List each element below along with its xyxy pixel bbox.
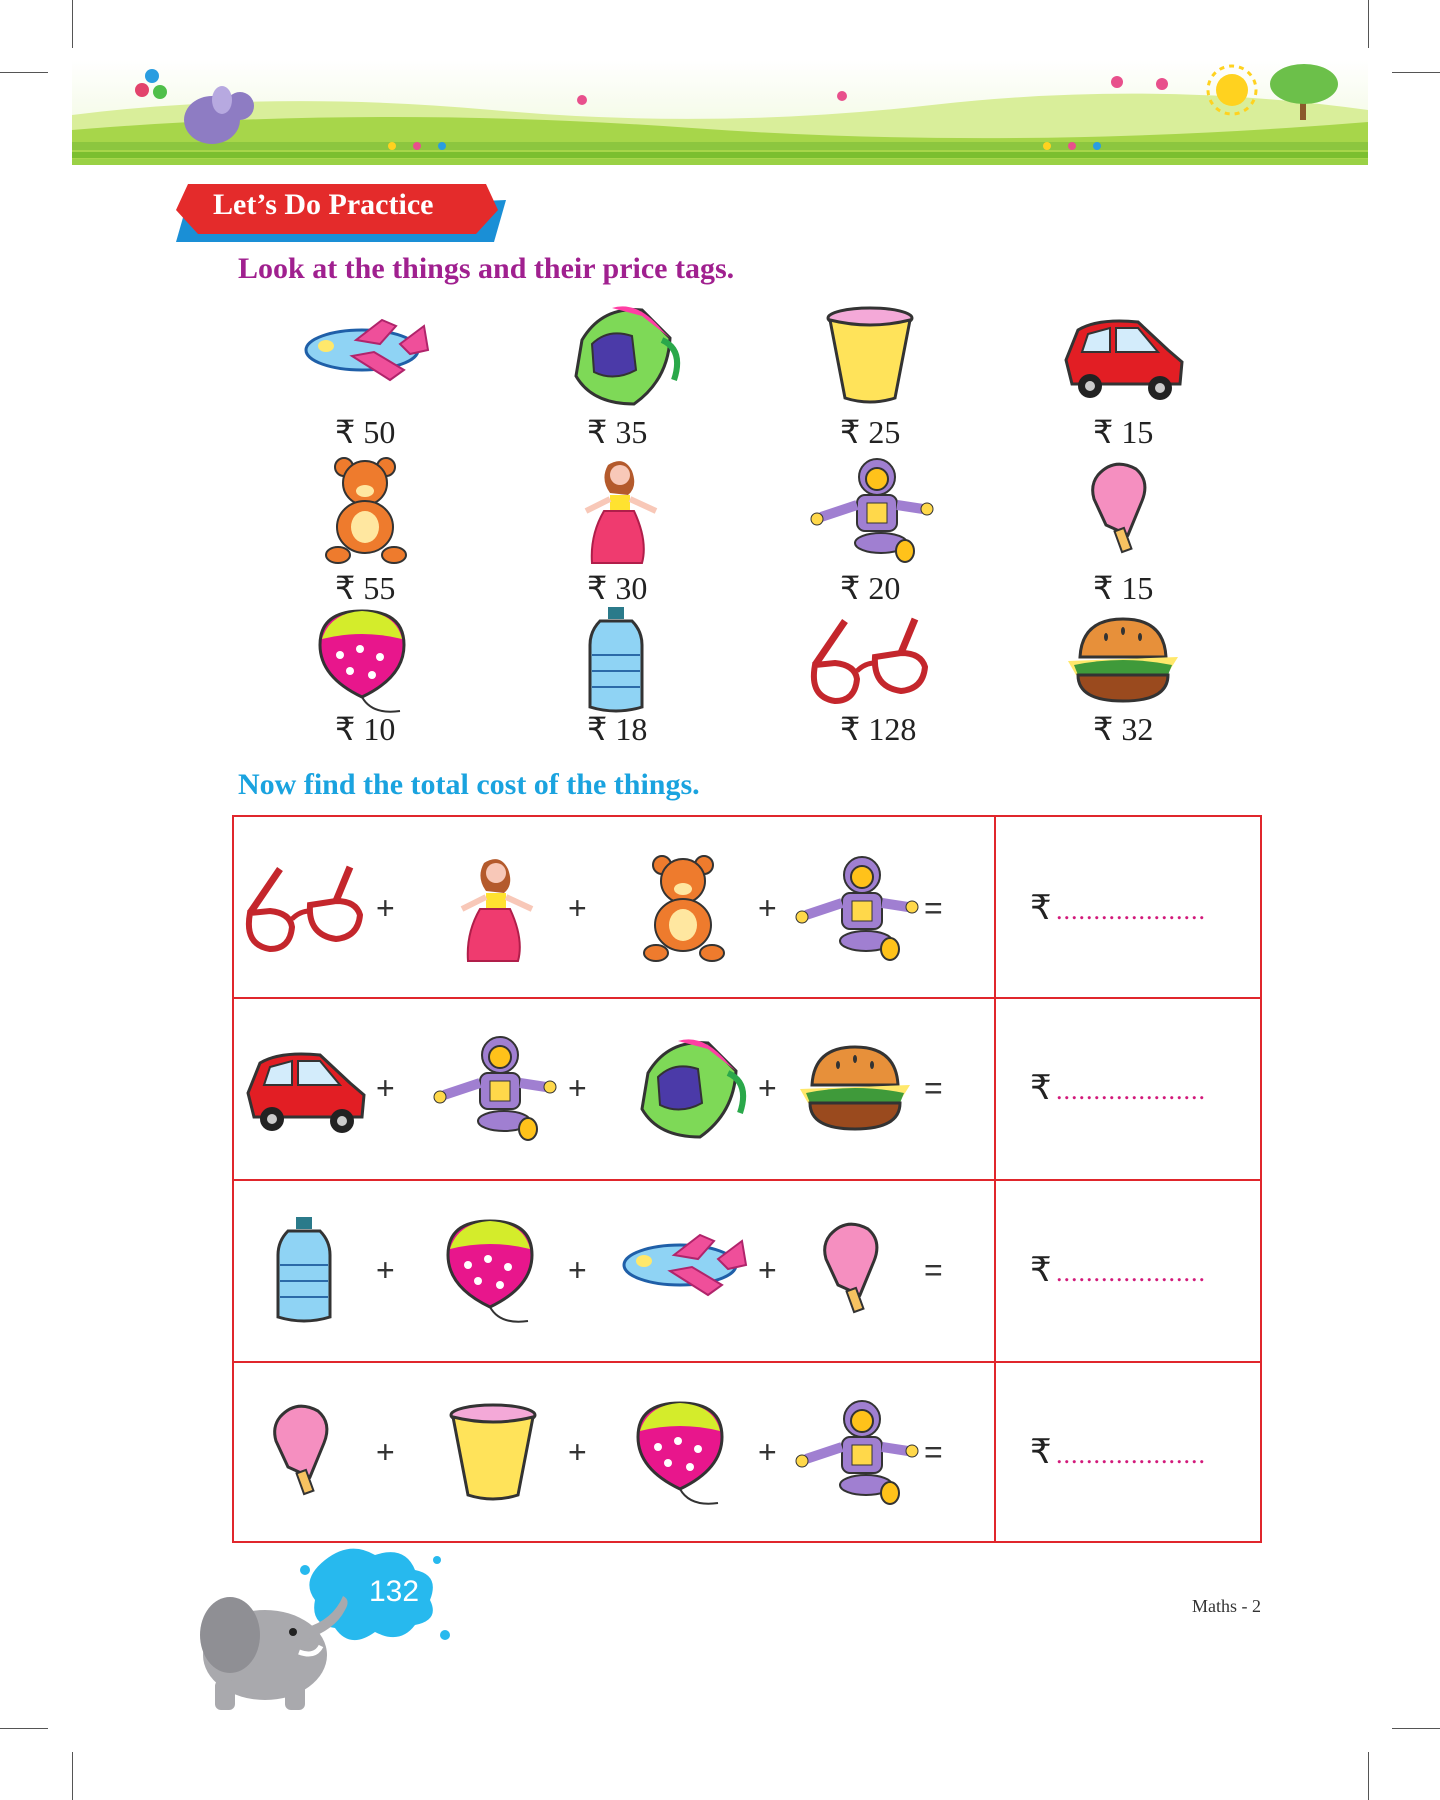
price-tag: ₹ 50 xyxy=(335,414,396,450)
burger-icon xyxy=(1058,605,1188,715)
airplane-icon xyxy=(618,1210,748,1330)
teddy-bear-icon xyxy=(300,455,430,565)
equals-sign: = xyxy=(924,890,943,926)
plus-sign: + xyxy=(758,1252,777,1288)
astronaut-toy-icon xyxy=(790,848,920,968)
cup-icon xyxy=(805,300,935,410)
crop-mark xyxy=(72,1752,73,1800)
instruction-find: Now find the total cost of the things. xyxy=(238,768,700,801)
crop-mark xyxy=(1368,1752,1369,1800)
answer-blank[interactable]: .................... xyxy=(1056,1076,1206,1105)
doll-icon xyxy=(428,848,558,968)
plus-sign: + xyxy=(758,1070,777,1106)
crop-mark xyxy=(0,1728,48,1729)
page-number: 132 xyxy=(369,1575,420,1608)
teddy-bear-icon xyxy=(618,848,748,968)
price-tag: ₹ 15 xyxy=(1093,570,1154,606)
crop-mark xyxy=(1368,0,1369,48)
ice-candy-icon xyxy=(790,1210,920,1330)
plus-sign: + xyxy=(758,1434,777,1470)
crop-mark xyxy=(72,0,73,48)
crop-mark xyxy=(1392,72,1440,73)
answer-blank[interactable]: .................... xyxy=(1056,896,1206,925)
price-tag: ₹ 20 xyxy=(840,570,901,606)
price-tag: ₹ 10 xyxy=(335,711,396,747)
footer-elephant xyxy=(175,1540,455,1720)
plus-sign: + xyxy=(376,1434,395,1470)
price-tag: ₹ 30 xyxy=(587,570,648,606)
doll-icon xyxy=(552,455,682,565)
rupee-symbol: ₹ xyxy=(1030,1252,1052,1289)
burger-icon xyxy=(790,1028,920,1148)
equals-sign: = xyxy=(924,1070,943,1106)
car-icon xyxy=(240,1028,370,1148)
plus-sign: + xyxy=(376,890,395,926)
school-bag-icon xyxy=(618,1028,748,1148)
balloon-icon xyxy=(428,1210,558,1330)
balloon-icon xyxy=(300,605,430,715)
rupee-symbol: ₹ xyxy=(1030,1434,1052,1471)
plus-sign: + xyxy=(568,1070,587,1106)
car-icon xyxy=(1058,300,1188,410)
price-tag: ₹ 35 xyxy=(587,414,648,450)
plus-sign: + xyxy=(376,1252,395,1288)
plus-sign: + xyxy=(568,1252,587,1288)
ice-candy-icon xyxy=(1058,455,1188,565)
practice-title: Let’s Do Practice xyxy=(213,188,434,221)
equals-sign: = xyxy=(924,1434,943,1470)
astronaut-toy-icon xyxy=(790,1392,920,1512)
price-tag: ₹ 55 xyxy=(335,570,396,606)
price-tag: ₹ 32 xyxy=(1093,711,1154,747)
row-divider xyxy=(234,1361,1260,1363)
price-tag: ₹ 128 xyxy=(840,711,917,747)
airplane-icon xyxy=(300,300,430,410)
sunglasses-icon xyxy=(805,605,935,715)
price-tag: ₹ 18 xyxy=(587,711,648,747)
crop-mark xyxy=(1392,1728,1440,1729)
answer-blank[interactable]: .................... xyxy=(1056,1258,1206,1287)
subject-label: Maths - 2 xyxy=(1192,1596,1261,1616)
rupee-symbol: ₹ xyxy=(1030,890,1052,927)
crop-mark xyxy=(0,72,48,73)
astronaut-toy-icon xyxy=(805,455,935,565)
answer-blank[interactable]: .................... xyxy=(1056,1440,1206,1469)
plus-sign: + xyxy=(568,890,587,926)
plus-sign: + xyxy=(758,890,777,926)
astronaut-toy-icon xyxy=(428,1028,558,1148)
school-bag-icon xyxy=(552,300,682,410)
price-tag: ₹ 25 xyxy=(840,414,901,450)
row-divider xyxy=(234,1179,1260,1181)
landscape-banner xyxy=(72,60,1368,165)
row-divider xyxy=(234,997,1260,999)
rupee-symbol: ₹ xyxy=(1030,1070,1052,1107)
ice-candy-icon xyxy=(240,1392,370,1512)
instruction-look: Look at the things and their price tags. xyxy=(238,252,735,285)
equals-sign: = xyxy=(924,1252,943,1288)
water-bottle-icon xyxy=(552,605,682,715)
cup-icon xyxy=(428,1392,558,1512)
water-bottle-icon xyxy=(240,1210,370,1330)
plus-sign: + xyxy=(376,1070,395,1106)
plus-sign: + xyxy=(568,1434,587,1470)
sunglasses-icon xyxy=(240,848,370,968)
price-tag: ₹ 15 xyxy=(1093,414,1154,450)
balloon-icon xyxy=(618,1392,748,1512)
